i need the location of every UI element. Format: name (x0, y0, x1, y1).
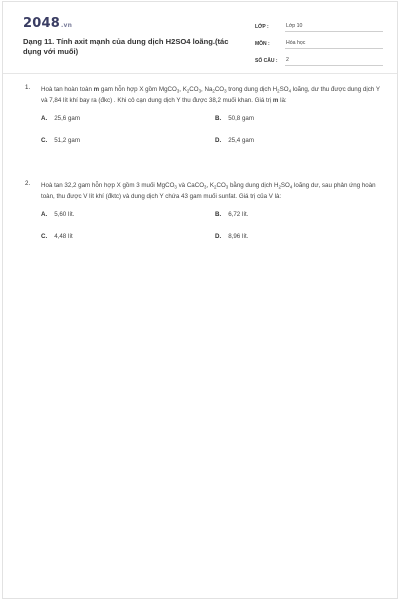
answer-options (25, 115, 381, 155)
question-text: Hoà tan 32,2 gam hỗn hợp X gồm 3 muối MgCO$_3$ và CaCO$_3$, $K_2CO_3$ bằng dung dịch $H_2SO_4$ loãng dư, sau phản ứng hoàn toàn, thu được V lít khí (đktc) và dung dịch Y chứa 43 gam muối sunfat. Giá trị của V là: (41, 182, 376, 201)
meta-count-value: 2 (285, 57, 383, 66)
question-number: 1. (25, 84, 31, 91)
option-text: 51,2 gam (54, 137, 80, 145)
option-letter: D. (215, 137, 222, 145)
option-d[interactable] (215, 233, 248, 240)
logo-sub: .vn (60, 22, 73, 29)
meta-count-row (255, 53, 383, 66)
question-1 (25, 84, 381, 155)
meta-count-label: SỐ CÂU : (255, 58, 278, 64)
option-a[interactable] (41, 211, 74, 218)
option-a[interactable] (41, 115, 80, 122)
worksheet-title: Dạng 11. Tính axit mạnh của dung dịch H2SO4 loãng.(tác dụng với muối) (23, 37, 229, 56)
option-text: 25,6 gam (54, 115, 80, 123)
option-text: 4,48 lít (54, 233, 73, 241)
meta-subject-row (255, 36, 383, 49)
worksheet-header (3, 2, 397, 74)
question-number: 2. (25, 180, 31, 187)
option-c[interactable] (41, 233, 73, 240)
meta-subject-value: Hóa học (285, 40, 383, 49)
option-b[interactable] (215, 211, 248, 218)
worksheet-page (2, 1, 398, 599)
option-text: 25,4 gam (228, 137, 254, 145)
option-letter: B. (215, 115, 222, 123)
question-2 (25, 180, 381, 251)
option-text: 50,8 gam (228, 115, 254, 123)
option-b[interactable] (215, 115, 254, 122)
option-text: 8,96 lít. (228, 233, 249, 241)
meta-class-row (255, 19, 383, 32)
meta-class-label: LỚP : (255, 24, 269, 30)
question-text: Hoà tan hoàn toàn m gam hỗn hợp X gồm MgCO$_3$, $K_2CO_3$, $Na_2CO_3$ trong dung dịch $H_2SO_4$ loãng, dư thu được dung dịch Y và 7,84 lít khí bay ra (đkc) . Khi cô cạn dung dịch Y thu được 38,2 muối khan. Giá trị m là: (41, 86, 380, 105)
option-letter: C. (41, 233, 48, 241)
meta-class-value: Lớp 10 (285, 23, 383, 32)
meta-subject-label: MÔN : (255, 41, 270, 47)
option-d[interactable] (215, 137, 254, 144)
option-letter: B. (215, 211, 222, 219)
option-letter: A. (41, 115, 48, 123)
worksheet-meta (255, 19, 383, 70)
option-c[interactable] (41, 137, 80, 144)
answer-options (25, 211, 381, 251)
option-letter: C. (41, 137, 48, 145)
option-text: 6,72 lít. (228, 211, 249, 219)
option-letter: D. (215, 233, 222, 241)
site-logo[interactable] (23, 16, 72, 31)
header-divider (3, 73, 397, 74)
logo-main: 2048 (23, 16, 60, 31)
option-letter: A. (41, 211, 48, 219)
option-text: 5,60 lít. (54, 211, 75, 219)
